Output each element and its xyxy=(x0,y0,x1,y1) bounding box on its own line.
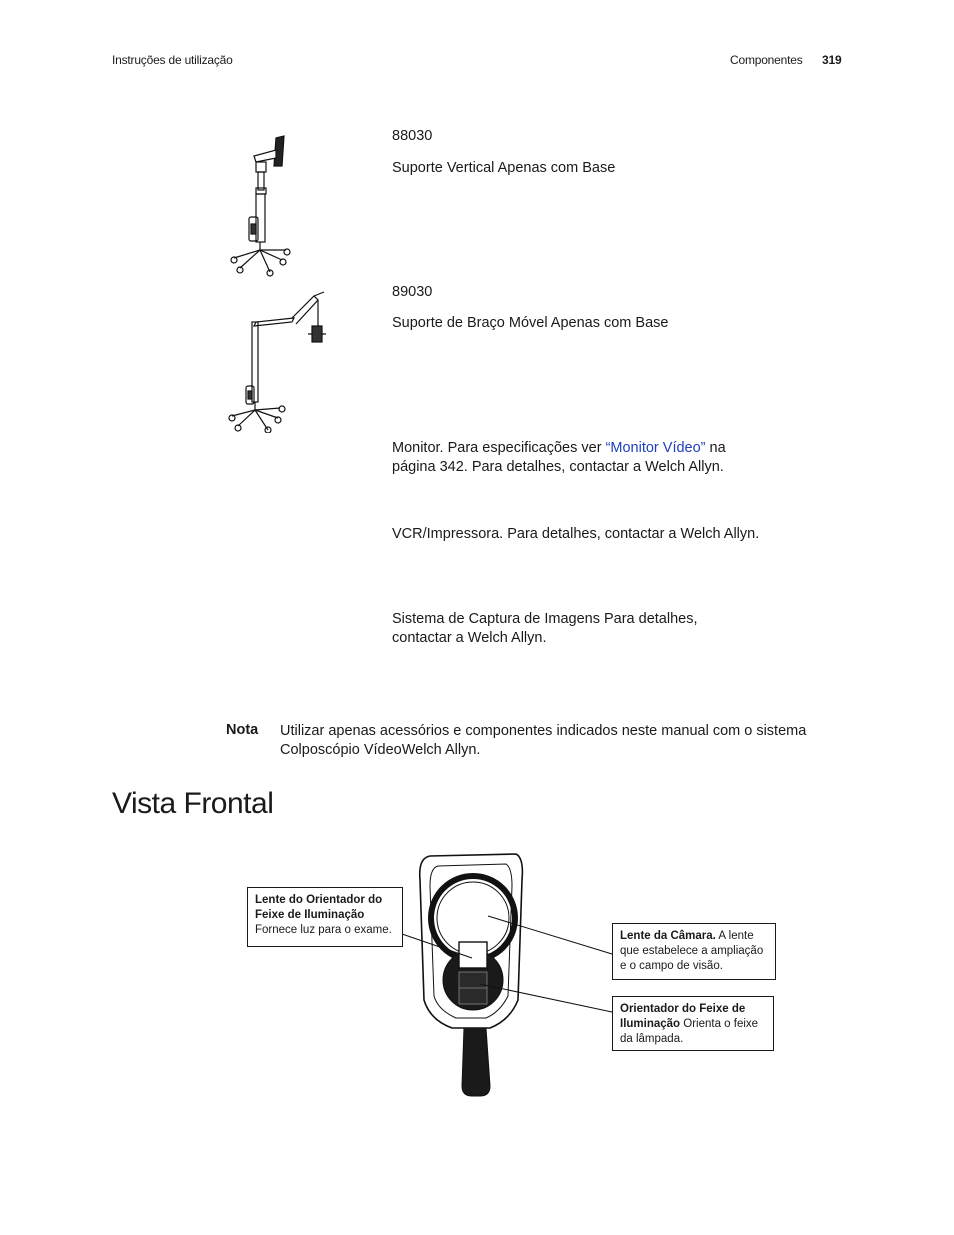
item-description-88030: Suporte Vertical Apenas com Base xyxy=(392,160,616,176)
callout-camera-lens-title: Lente da Câmara. xyxy=(620,930,716,942)
monitor-video-link[interactable]: “Monitor Vídeo” xyxy=(605,440,706,456)
callout-beam-guide xyxy=(612,996,774,1051)
capture-paragraph: Sistema de Captura de Imagens Para detalhes, contactar a Welch Allyn. xyxy=(392,611,698,646)
callout-beam-guide-title: Orientador do Feixe de Iluminação xyxy=(620,1003,746,1030)
monitor-text-before: Monitor. Para especificações ver xyxy=(392,440,606,456)
page-number: 319 xyxy=(822,53,842,67)
callout-beam-guide-text: Orienta o feixe da lâmpada. xyxy=(620,1018,759,1045)
running-header-title: Instruções de utilização xyxy=(112,53,233,67)
monitor-text-after: na página 342. Para detalhes, contactar a Welch Allyn. xyxy=(392,440,726,475)
note-text: Utilizar apenas acessórios e componentes indicados neste manual com o sistema Colposcópio VídeoWelch Allyn. xyxy=(280,723,807,758)
callout-beam-lens-title: Lente do Orientador do Feixe de Iluminação xyxy=(255,894,383,921)
callout-beam-lens xyxy=(247,887,403,947)
callout-camera-lens xyxy=(612,923,776,980)
item-code-88030: 88030 xyxy=(392,128,433,144)
item-description-89030: Suporte de Braço Móvel Apenas com Base xyxy=(392,315,669,331)
vertical-stand-illustration xyxy=(222,132,292,277)
movable-arm-stand-illustration xyxy=(222,288,332,433)
callout-beam-lens-text: Fornece luz para o exame. xyxy=(255,924,392,936)
vcr-paragraph: VCR/Impressora. Para detalhes, contactar a Welch Allyn. xyxy=(392,526,760,542)
callout-camera-lens-text: A lente que estabelece a ampliação e o campo de visão. xyxy=(620,930,764,972)
item-code-89030: 89030 xyxy=(392,284,433,300)
running-header-section: Componentes xyxy=(730,53,803,67)
monitor-paragraph xyxy=(392,439,772,477)
note-label: Nota xyxy=(226,722,259,738)
section-title: Vista Frontal xyxy=(112,787,274,820)
